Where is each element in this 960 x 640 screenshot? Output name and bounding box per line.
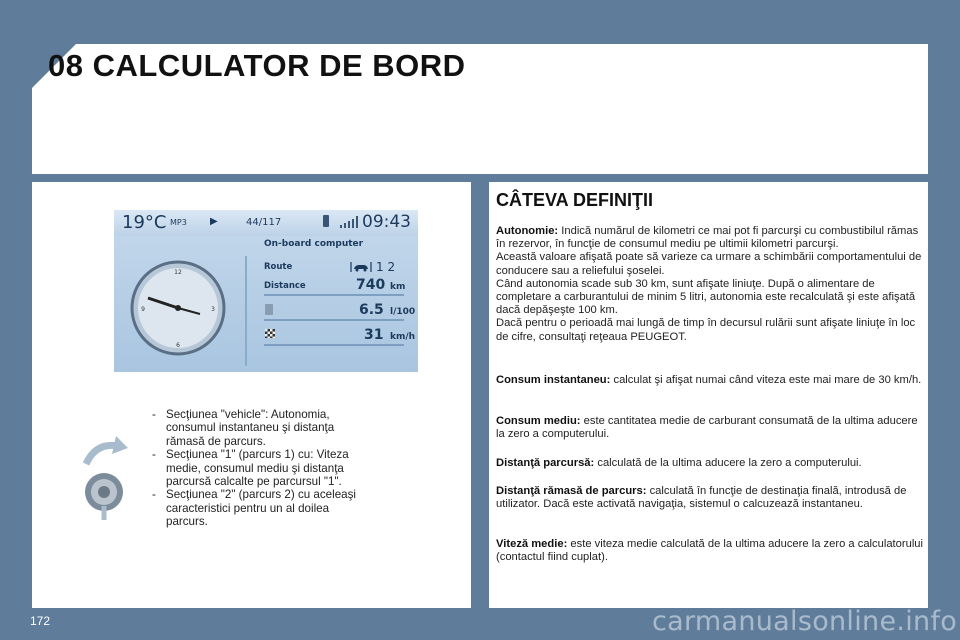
chapter-title: 08 CALCULATOR DE BORD [48,48,466,83]
definition-average-consumption [496,415,926,441]
watermark: carmanualsonline.info [652,606,958,637]
definitions-title: CÂTEVA DEFINIŢII [496,190,653,210]
clock-number-12: 12 [174,269,182,276]
distance-label: Distance [264,281,306,291]
definition-text: calculată de la ultima aducere la zero a computerului. [594,457,862,469]
row-separator [264,319,404,321]
display-divider [245,256,247,366]
clock-time: 09:43 [362,212,411,232]
list-item: - Secţiunea "1" (parcurs 1) cu: Viteza medie, consumul mediu şi distanţa parcursă calcalte pe parcursul "1". [152,448,374,488]
consumption-value: 6.5 [359,302,384,318]
speed-value: 31 [364,327,384,343]
car-icon [350,261,372,273]
distance-unit: km [390,282,406,292]
definition-term: Autonomie: [496,225,559,237]
definition-term: Consum mediu: [496,415,581,427]
row-separator [264,344,404,346]
temperature-readout: 19°C [122,212,167,233]
phone-icon [323,215,329,227]
consumption-unit: l/100 [390,307,416,317]
signal-icon [340,216,358,228]
definition-extra: Dacă pentru o perioadă mai lungă de timp în decursul rulării sunt afişate liniuţe în loc de cifre, consultaţi reţeaua PEUGEOT. [496,317,916,343]
definition-text: calculat şi afişat numai când viteza este mai mare de 30 km/h. [610,374,922,386]
definition-term: Distanţă rămasă de parcurs: [496,485,647,497]
clock-number-9: 9 [141,306,145,313]
speed-unit: km/h [390,332,416,342]
list-item: - Secţiunea "vehicle": Autonomia, consumul instantaneu şi distanţa rămasă de parcurs. [152,408,374,448]
fuel-pump-icon [265,304,273,315]
list-item: - Secţiunea "2" (parcurs 2) cu aceleaşi caracteristici pentru un al doilea parcurs. [152,488,374,528]
clock-number-3: 3 [211,306,215,313]
left-panel [32,182,471,608]
definition-text: Indică numărul de kilometri ce mai pot fi parcurşi cu combustibilul rămas în rezervor, în funcţie de consumul mediu pe ultimii kilometri parcurşi. [496,225,919,251]
display-title: On-board computer [264,239,364,249]
section-list [152,408,374,529]
track-counter: 44/117 [246,217,282,228]
rotary-knob-icon [78,436,130,520]
analog-clock [118,248,238,368]
definition-text: este cantitatea medie de carburant consumată de la ultima aducere la zero a computerului. [496,415,918,441]
definition-distance-travelled [496,457,926,470]
display-screen [114,210,418,372]
definition-text: calculată în funcţie de destinaţia finală, introdusă de utilizator. Dacă este activată navigaţia, sistemul o calcuzează instantaneu. [496,485,907,511]
media-source-label: MP3 [170,218,187,227]
trip-tabs: 1 2 [376,260,396,274]
definition-average-speed [496,538,926,564]
definition-text: este viteza medie calculată de la ultima aducere la zero a calculatorului (contactul fiind cuplat). [496,538,924,564]
row-separator [264,294,404,296]
definition-autonomy [496,225,926,344]
play-icon: ▶ [210,216,218,227]
checkered-flag-icon [265,329,275,338]
definition-term: Distanţă parcursă: [496,457,595,469]
clock-number-6: 6 [176,342,180,349]
definition-extra: Când autonomia scade sub 30 km, sunt afişate liniuţe. După o alimentare de completare a carburantului de minim 5 litri, autonomia este recalculată şi este afişată dacă depăşeşte 100 km. [496,277,916,317]
route-label: Route [264,262,293,272]
definition-distance-remaining [496,485,926,511]
definition-term: Consum instantaneu: [496,374,611,386]
definition-extra: Această valoare afişată poate să varieze ca urmare a schimbării comportamentului de conducere sau a reliefului şoselei. [496,251,922,277]
distance-value: 740 [356,277,386,293]
definition-term: Viteză medie: [496,538,568,550]
definition-instant-consumption [496,374,926,387]
page-number: 172 [30,614,51,628]
